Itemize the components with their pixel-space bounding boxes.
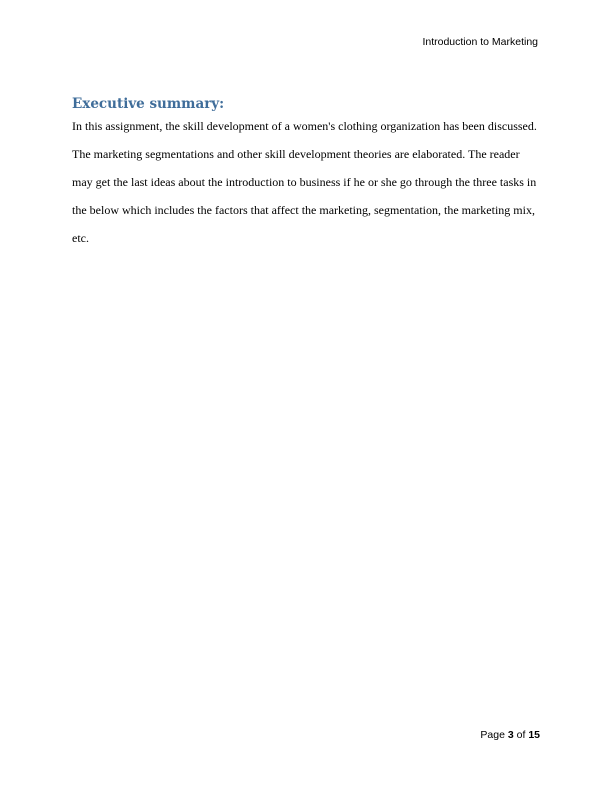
paragraph-line: etc. [72, 231, 89, 245]
running-header: Introduction to Marketing [422, 36, 538, 48]
page-label: Page [480, 729, 505, 741]
paragraph-line: The marketing segmentations and other skill development theories are elaborated. The reader [72, 147, 520, 161]
total-pages-number: 15 [528, 729, 540, 741]
paragraph-line: the below which includes the factors that affect the marketing, segmentation, the marketing mix, [72, 203, 535, 217]
paragraph-line: may get the last ideas about the introduction to business if he or she go through the three tasks in [72, 175, 537, 189]
current-page-number: 3 [507, 729, 514, 741]
body-paragraph [72, 112, 540, 252]
section-heading: Executive summary: [72, 96, 225, 112]
paragraph-line: In this assignment, the skill development of a women's clothing organization has been discussed. [72, 119, 537, 133]
of-label: of [516, 729, 526, 741]
page-footer [480, 729, 540, 741]
